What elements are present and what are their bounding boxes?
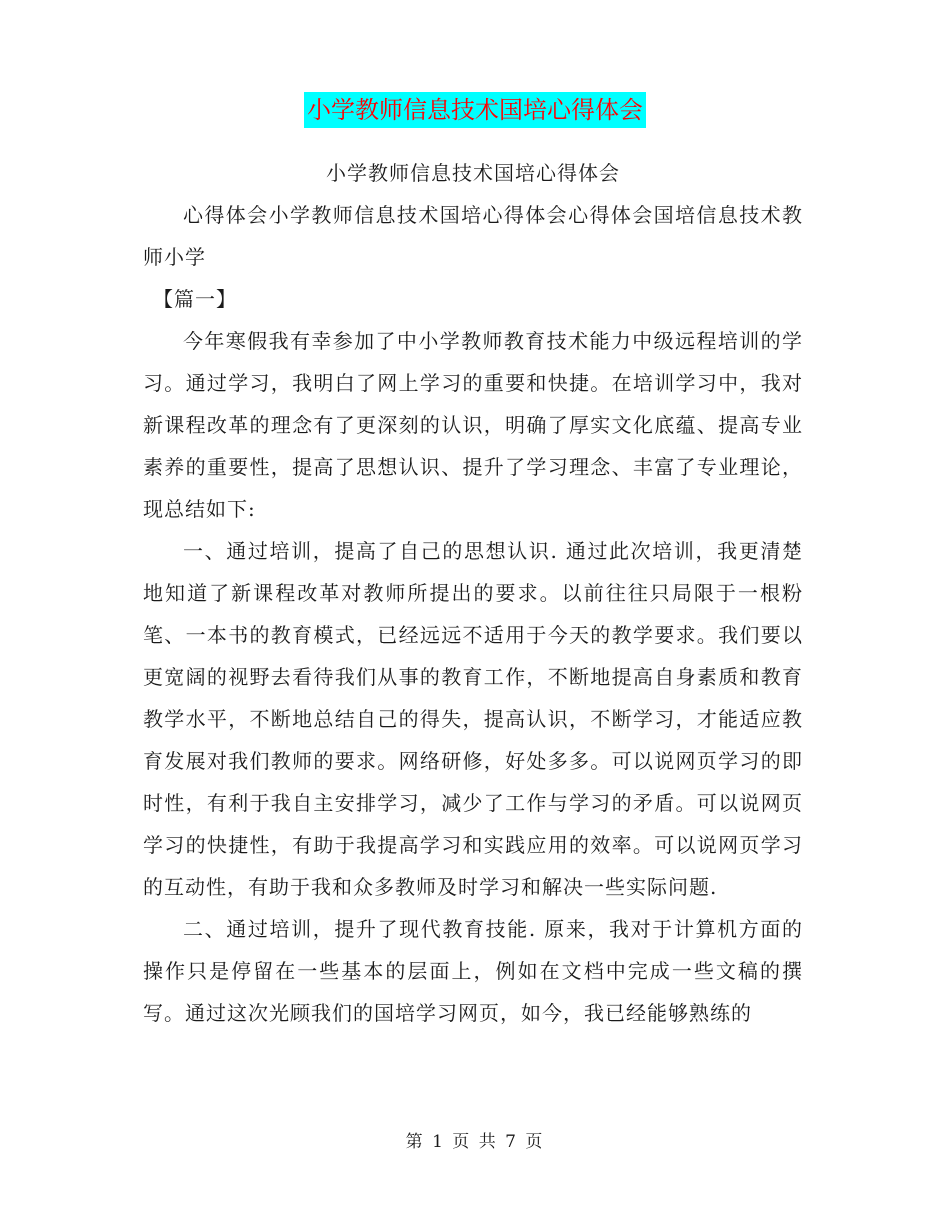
document-body <box>143 152 803 1034</box>
title-wrap <box>0 92 950 128</box>
body-paragraph-2: 一、通过培训，提高了自己的思想认识. 通过此次培训，我更清楚地知道了新课程改革对教师所提出的要求。以前往往只局限于一根粉笔、一本书的教育模式，已经远远不适用于今天的教学要求。我们要以更宽阔的视野去看待我们从事的教育工作，不断地提高自身素质和教育教学水平，不断地总结自己的得失，提高认识，不断学习，才能适应教育发展对我们教师的要求。网络研修，好处多多。可以说网页学习的即时性，有利于我自主安排学习，减少了工作与学习的矛盾。可以说网页学习的快捷性，有助于我提高学习和实践应用的效率。可以说网页学习的互动性，有助于我和众多教师及时学习和解决一些实际问题. <box>143 539 803 899</box>
document-subtitle: 小学教师信息技术国培心得体会 <box>326 161 620 185</box>
keywords-paragraph: 心得体会小学教师信息技术国培心得体会心得体会国培信息技术教师小学 <box>143 203 803 269</box>
body-paragraph-1: 今年寒假我有幸参加了中小学教师教育技术能力中级远程培训的学习。通过学习，我明白了网上学习的重要和快捷。在培训学习中，我对新课程改革的理念有了更深刻的认识，明确了厚实文化底蕴、提高专业素养的重要性，提高了思想认识、提升了学习理念、丰富了专业理论，现总结如下: <box>143 329 803 521</box>
page-indicator: 第 1 页 共 7 页 <box>405 1132 545 1152</box>
section-label: 【篇一】 <box>153 287 237 311</box>
document-title: 小学教师信息技术国培心得体会 <box>304 92 646 128</box>
body-paragraph-3: 二、通过培训，提升了现代教育技能. 原来，我对于计算机方面的操作只是停留在一些基本的层面上，例如在文档中完成一些文稿的撰写。通过这次光顾我们的国培学习网页，如今，我已经能够熟练的 <box>143 917 803 1025</box>
